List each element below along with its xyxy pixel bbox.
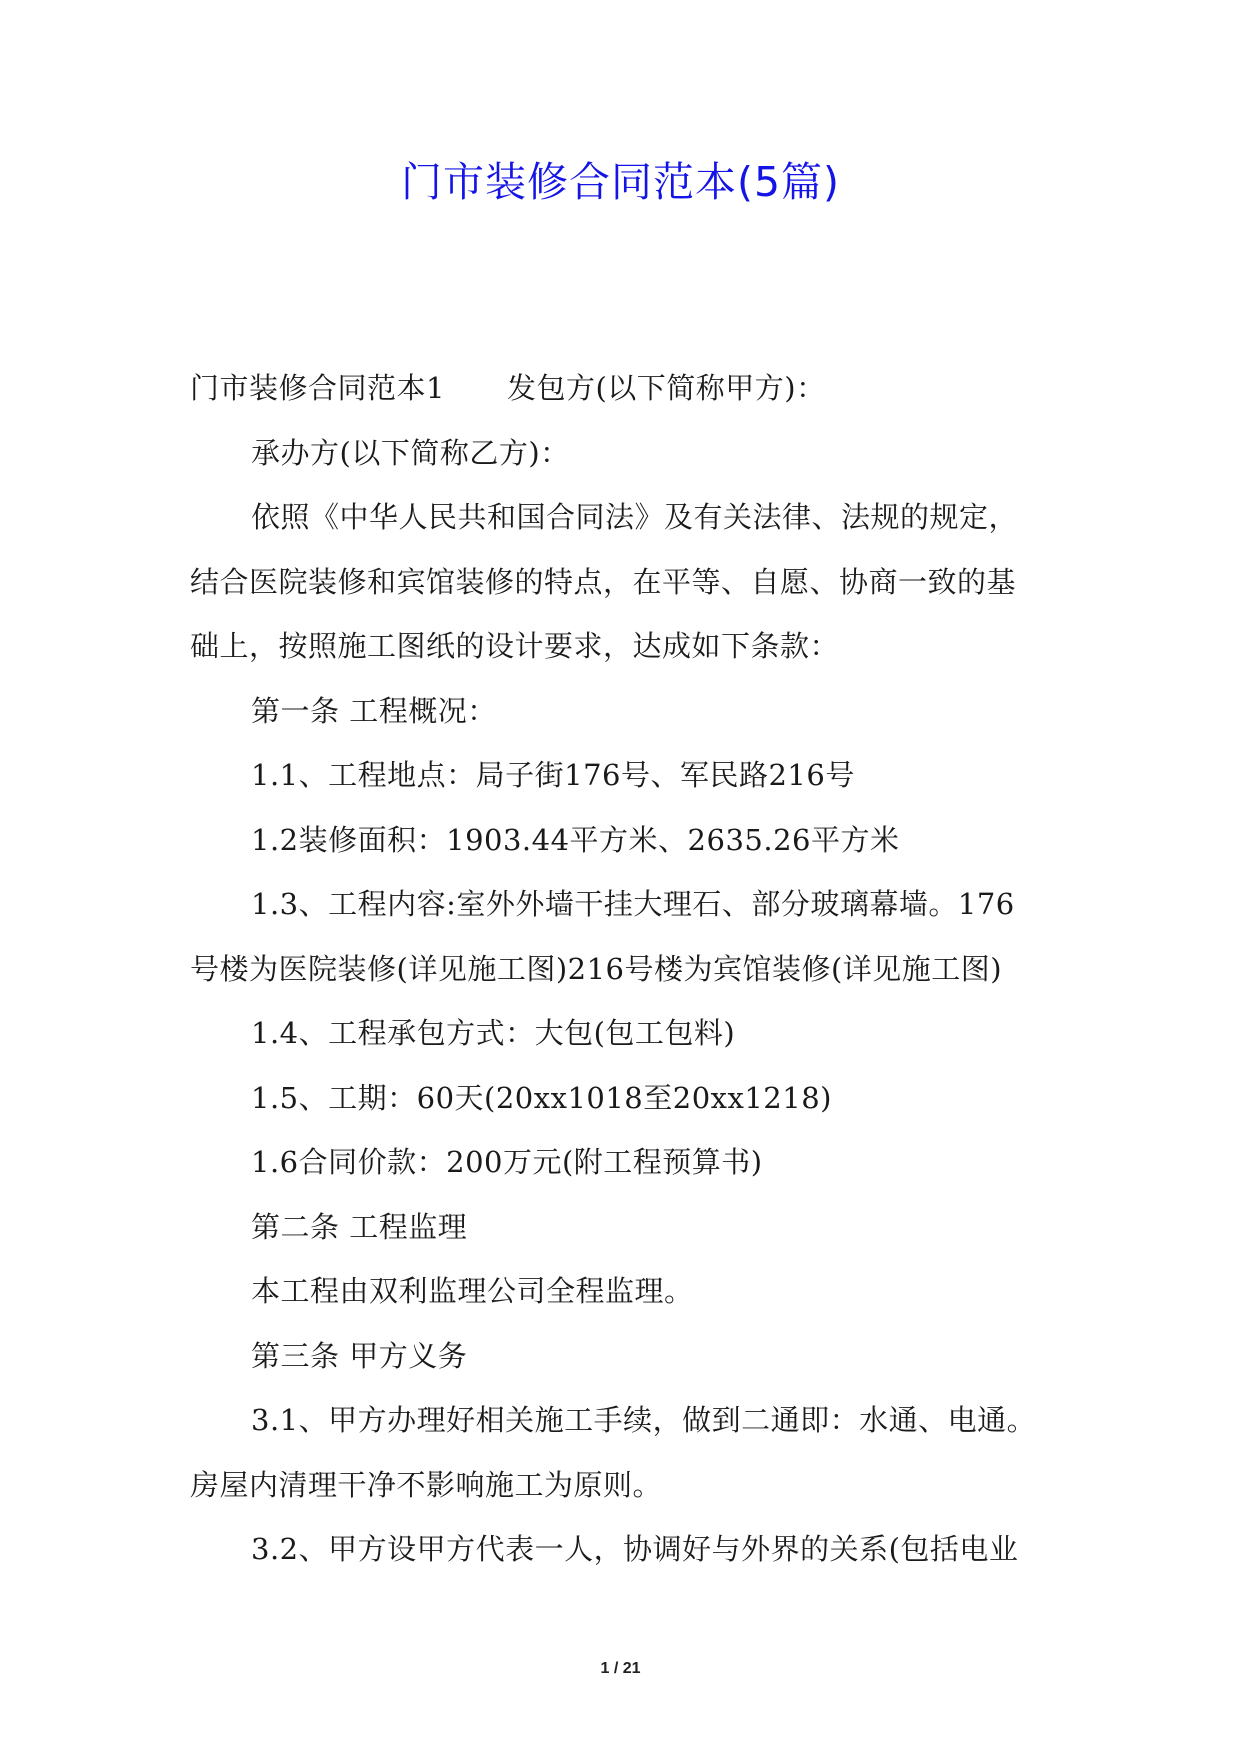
clause-line: 1.3、工程内容:室外外墙干挂大理石、部分玻璃幕墙。176	[251, 887, 1015, 921]
text-line-1	[190, 356, 1070, 421]
contract-heading: 门市装修合同范本1	[190, 371, 445, 405]
article-heading: 第一条 工程概况：	[251, 693, 497, 728]
party-b-label: 承办方(以下简称乙方)：	[251, 435, 570, 470]
clause-line: 1.6合同价款：200万元(附工程预算书)	[251, 1145, 763, 1179]
article-heading: 第三条 甲方义务	[251, 1338, 468, 1373]
clause-line: 房屋内清理干净不影响施工为原则。	[190, 1467, 663, 1502]
clause-line: 号楼为医院装修(详见施工图)216号楼为宾馆装修(详见施工图)	[190, 951, 1003, 986]
clause-line: 本工程由双利监理公司全程监理。	[251, 1274, 694, 1308]
clause-line: 1.2装修面积：1903.44平方米、2635.26平方米	[251, 822, 900, 857]
article-heading: 第二条 工程监理	[251, 1209, 468, 1244]
clause-line: 1.5、工期：60天(20xx1018至20xx1218)	[251, 1080, 832, 1115]
paragraph-line: 结合医院装修和宾馆装修的特点，在平等、自愿、协商一致的基	[190, 564, 1017, 599]
clause-line: 1.4、工程承包方式：大包(包工包料)	[251, 1016, 736, 1050]
clause-line: 3.1、甲方办理好相关施工手续，做到二通即：水通、电通。	[251, 1403, 1037, 1437]
party-a-label: 发包方(以下简称甲方)：	[506, 371, 826, 405]
clause-line: 3.2、甲方设甲方代表一人，协调好与外界的关系(包括电业	[251, 1532, 1019, 1566]
page-number: 1 / 21	[600, 1660, 641, 1677]
clause-line: 1.1、工程地点：局子街176号、军民路216号	[251, 758, 855, 792]
document-body	[190, 356, 1070, 1582]
paragraph-line: 础上，按照施工图纸的设计要求，达成如下条款：	[190, 629, 840, 663]
document-title: 门市装修合同范本(5篇)	[400, 158, 841, 206]
paragraph-line: 依照《中华人民共和国合同法》及有关法律、法规的规定，	[251, 500, 1019, 534]
